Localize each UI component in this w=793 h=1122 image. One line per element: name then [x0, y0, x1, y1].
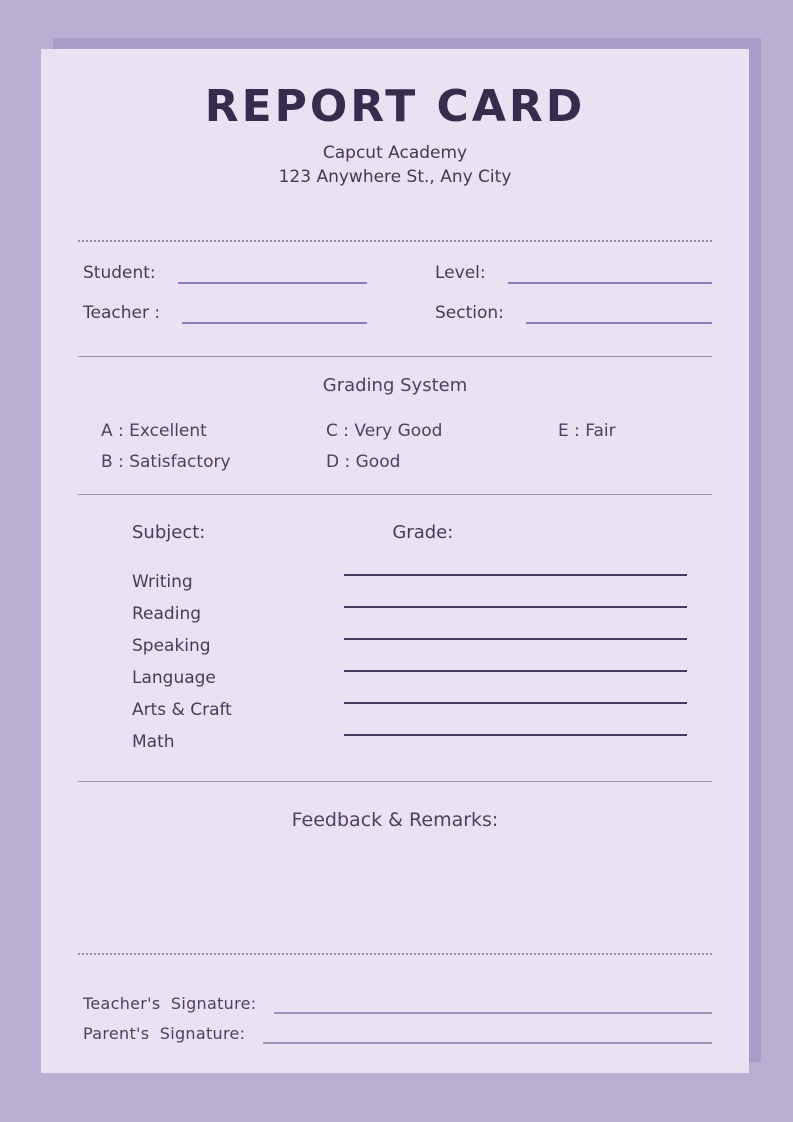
grades-table-body — [78, 566, 712, 758]
legend-column-1 — [101, 416, 326, 478]
legend-item-b: B : Satisfactory — [101, 452, 231, 472]
divider-solid-2 — [78, 494, 712, 495]
subject-name: Math — [132, 732, 175, 752]
subject-column-header: Subject: — [132, 522, 206, 543]
parent-signature-row — [83, 1019, 712, 1049]
table-row — [78, 566, 712, 598]
grading-system-section — [78, 373, 712, 478]
school-name: Capcut Academy — [322, 143, 468, 163]
table-row — [78, 726, 712, 758]
table-row — [78, 662, 712, 694]
subject-name: Arts & Craft — [132, 700, 232, 720]
section-label: Section: — [435, 303, 504, 323]
student-input-line[interactable] — [178, 253, 367, 284]
teacher-signature-line[interactable] — [274, 989, 712, 1014]
grading-legend — [78, 416, 712, 478]
grades-table-header — [78, 518, 712, 548]
divider-solid-3 — [78, 781, 712, 782]
table-row — [78, 630, 712, 662]
grade-input-line[interactable] — [344, 702, 687, 704]
grade-column-header: Grade: — [392, 522, 454, 543]
grade-input-line[interactable] — [344, 670, 687, 672]
divider-dotted-top — [78, 240, 712, 242]
subject-name: Writing — [132, 572, 193, 592]
parent-signature-label: Parent's Signature: — [83, 1024, 246, 1043]
teacher-field — [83, 293, 367, 333]
level-input-line[interactable] — [508, 253, 712, 284]
table-row — [78, 694, 712, 726]
level-label: Level: — [435, 263, 486, 283]
legend-item-a: A : Excellent — [101, 421, 207, 441]
grade-input-line[interactable] — [344, 638, 687, 640]
section-input-line[interactable] — [526, 293, 712, 324]
page-title: REPORT CARD — [204, 81, 586, 132]
teacher-signature-label: Teacher's Signature: — [83, 994, 257, 1013]
subject-name: Reading — [132, 604, 202, 624]
legend-column-3 — [558, 416, 712, 478]
divider-dotted-bottom — [78, 953, 712, 955]
student-label: Student: — [83, 263, 156, 283]
grade-input-line[interactable] — [344, 734, 687, 736]
legend-column-2 — [326, 416, 558, 478]
teacher-label: Teacher : — [83, 303, 161, 323]
parent-signature-line[interactable] — [263, 1019, 712, 1044]
legend-item-d: D : Good — [326, 452, 401, 472]
table-row — [78, 598, 712, 630]
student-field — [83, 253, 367, 293]
teacher-input-line[interactable] — [182, 293, 367, 324]
school-address: 123 Anywhere St., Any City — [278, 167, 512, 187]
report-card — [41, 49, 749, 1073]
legend-item-e: E : Fair — [558, 421, 616, 441]
feedback-heading: Feedback & Remarks: — [291, 809, 499, 831]
feedback-section — [78, 805, 712, 835]
teacher-signature-row — [83, 989, 712, 1019]
subject-name: Speaking — [132, 636, 211, 656]
signatures-section — [78, 989, 712, 1049]
grade-input-line[interactable] — [344, 606, 687, 608]
grades-section — [78, 518, 712, 758]
section-field — [435, 293, 712, 333]
student-info-section — [78, 253, 712, 333]
level-field — [435, 253, 712, 293]
legend-item-c: C : Very Good — [326, 421, 443, 441]
divider-solid-1 — [78, 356, 712, 357]
grading-system-heading: Grading System — [322, 375, 468, 396]
grade-input-line[interactable] — [344, 574, 687, 576]
card-header — [78, 49, 712, 189]
subject-name: Language — [132, 668, 216, 688]
